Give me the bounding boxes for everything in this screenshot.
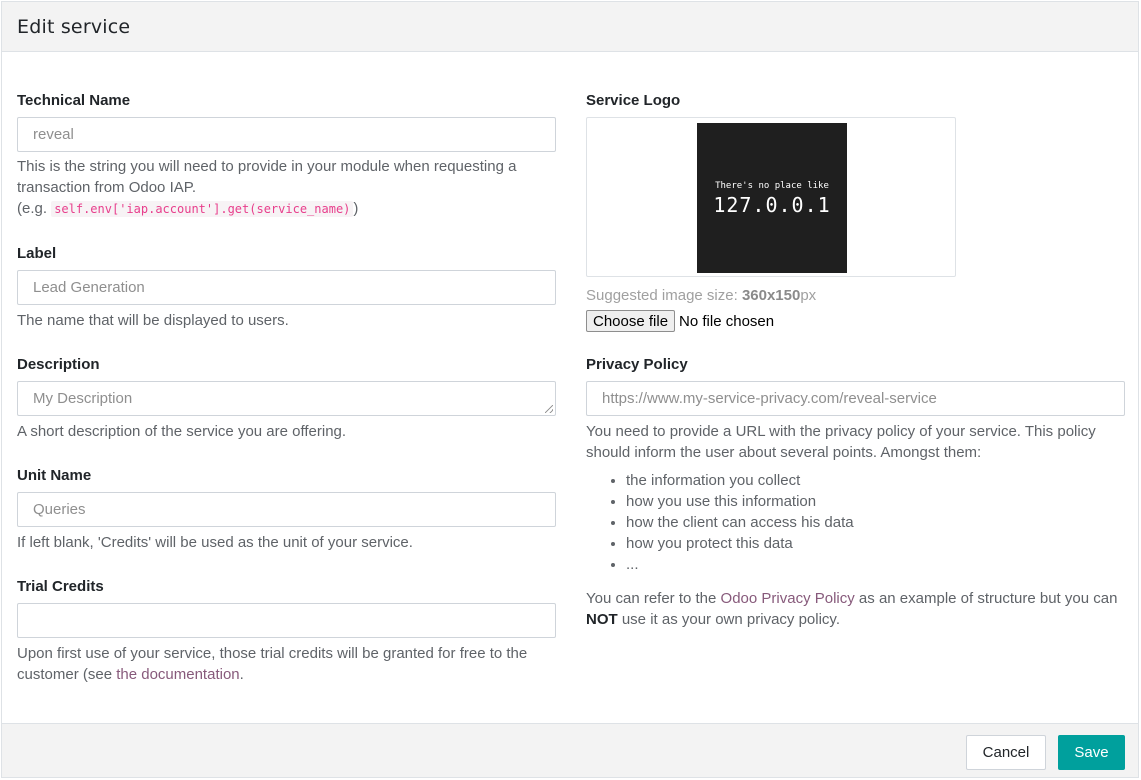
unit-name-input[interactable]: Queries (17, 492, 556, 527)
documentation-link[interactable]: the documentation (116, 666, 240, 683)
no-file-chosen-text: No file chosen (679, 312, 775, 330)
image-size-suffix: px (800, 287, 817, 304)
service-logo-label: Service Logo (586, 92, 681, 109)
choose-file-button[interactable]: Choose file (586, 310, 675, 332)
dialog-title: Edit service (17, 15, 131, 38)
privacy-ref-middle: as an example of structure but you can (854, 590, 1118, 607)
privacy-ref-suffix: use it as your own privacy policy. (617, 611, 840, 628)
privacy-reference-text (586, 588, 1126, 630)
label-help: The name that will be displayed to users. (17, 312, 289, 329)
technical-name-help (17, 156, 557, 220)
label-field-label: Label (17, 245, 57, 262)
description-help: A short description of the service you are offering. (17, 423, 347, 440)
privacy-policy-help: You need to provide a URL with the privacy policy of your service. This policy should inform the user about several points. Amongst them: (586, 423, 1096, 461)
privacy-ref-bold: NOT (586, 611, 618, 628)
privacy-policy-label: Privacy Policy (586, 356, 688, 373)
file-input (586, 310, 774, 332)
list-item: • ... (626, 554, 854, 575)
description-textarea[interactable] (17, 381, 556, 416)
save-button[interactable]: Save (1058, 735, 1125, 770)
privacy-ref-prefix: You can refer to the (586, 590, 721, 607)
dialog-footer (2, 723, 1138, 777)
logo-text-line2: 127.0.0.1 (713, 193, 831, 217)
technical-name-label: Technical Name (17, 92, 131, 109)
description-value: My Description (33, 390, 133, 407)
logo-text-line1: There's no place like (715, 181, 829, 191)
trial-credits-help-suffix: . (239, 666, 244, 683)
trial-credits-help-text: Upon first use of your service, those trial credits will be granted for free to the customer (see (17, 645, 528, 683)
service-logo-image (697, 123, 847, 273)
privacy-policy-input[interactable]: https://www.my-service-privacy.com/reveal-service (586, 381, 1125, 416)
image-size-prefix: Suggested image size: (586, 287, 742, 304)
dialog-header (2, 2, 1138, 52)
list-item: • how the client can access his data (626, 512, 854, 533)
resize-handle-icon[interactable] (545, 405, 553, 413)
technical-name-input[interactable]: reveal (17, 117, 556, 152)
edit-service-dialog (1, 1, 1139, 778)
list-item: • how you protect this data (626, 533, 854, 554)
unit-name-help: If left blank, 'Credits' will be used as the unit of your service. (17, 534, 413, 551)
image-size-value: 360x150 (741, 287, 801, 304)
description-label: Description (17, 356, 100, 373)
cancel-button[interactable]: Cancel (966, 735, 1046, 770)
technical-name-help-text: This is the string you will need to provide in your module when requesting a transaction from Odoo IAP. (17, 158, 517, 196)
list-item: • how you use this information (626, 491, 854, 512)
trial-credits-help (17, 643, 557, 685)
trial-credits-input[interactable] (17, 603, 556, 638)
technical-name-help-prefix: (e.g. (17, 200, 52, 217)
privacy-points-list (586, 470, 854, 575)
technical-name-help-suffix: ) (353, 200, 359, 217)
service-logo-image-field[interactable] (586, 117, 956, 277)
list-item: • the information you collect (626, 470, 854, 491)
odoo-privacy-policy-link[interactable]: Odoo Privacy Policy (720, 590, 855, 607)
label-input[interactable]: Lead Generation (17, 270, 556, 305)
dialog-body (2, 52, 1138, 722)
trial-credits-label: Trial Credits (17, 578, 104, 595)
unit-name-label: Unit Name (17, 467, 92, 484)
code-snippet: self.env['iap.account'].get(service_name) (51, 201, 353, 217)
image-size-hint (586, 285, 1126, 306)
